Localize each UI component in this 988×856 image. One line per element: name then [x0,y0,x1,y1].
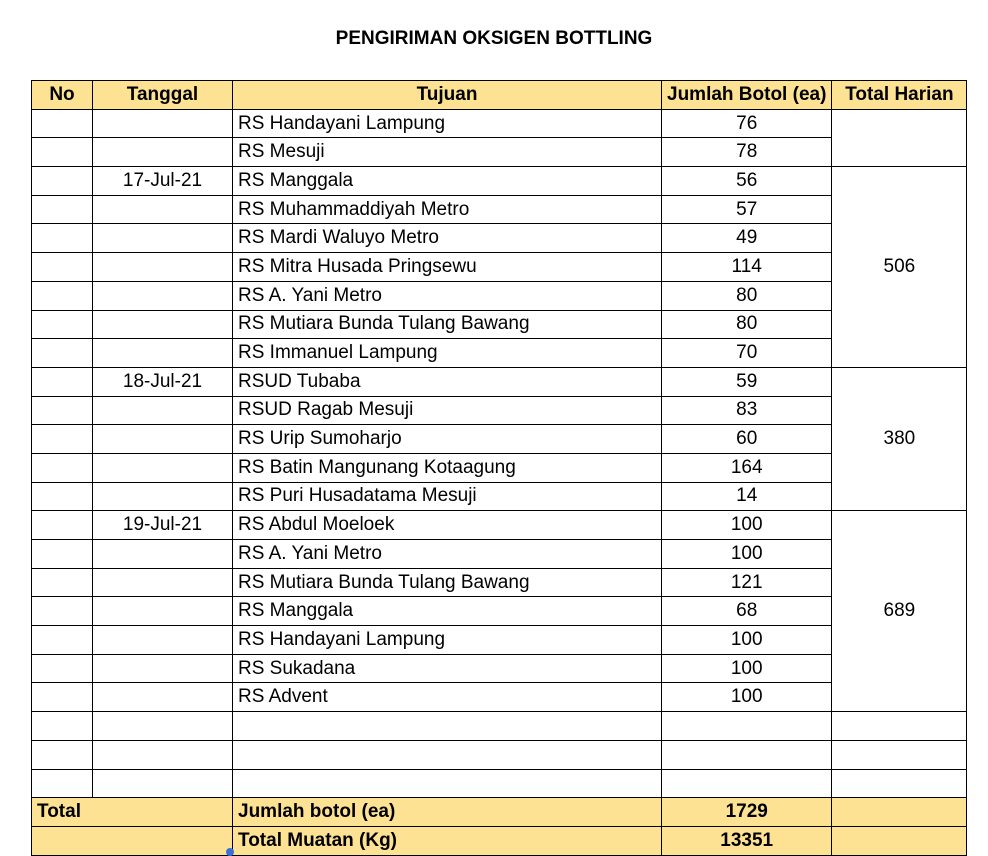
cell-jumlah[interactable]: 76 [662,109,832,138]
empty-row [32,712,967,741]
cell-jumlah[interactable]: 121 [662,568,832,597]
header-tanggal[interactable]: Tanggal [93,81,233,110]
cell-no[interactable] [32,654,93,683]
footer-blank-cell[interactable] [93,798,233,827]
cell-no[interactable] [32,597,93,626]
cell-no[interactable] [32,482,93,511]
footer-blank-cell[interactable] [832,798,967,827]
cell-tujuan[interactable]: RS Abdul Moeloek [233,511,662,540]
cell-jumlah[interactable]: 100 [662,511,832,540]
cell-tujuan[interactable]: RS Puri Husadatama Mesuji [233,482,662,511]
cell-total-harian[interactable]: 506 [832,167,967,368]
table-row [32,167,967,196]
cell-tujuan[interactable]: RS Handayani Lampung [233,109,662,138]
cell-tanggal[interactable] [93,109,233,138]
table-row [32,310,967,339]
cell-tanggal[interactable] [93,310,233,339]
table-row [32,453,967,482]
empty-cell[interactable] [93,769,233,798]
cell-no[interactable] [32,511,93,540]
cell-tujuan[interactable]: RS Mutiara Bunda Tulang Bawang [233,568,662,597]
header-row [32,81,967,110]
cell-no[interactable] [32,453,93,482]
cell-no[interactable] [32,568,93,597]
cell-tujuan[interactable]: RSUD Tubaba [233,367,662,396]
empty-cell[interactable] [233,740,662,769]
empty-cell[interactable] [32,769,93,798]
cell-tanggal[interactable] [93,654,233,683]
empty-cell[interactable] [662,740,832,769]
cell-tanggal[interactable] [93,568,233,597]
cell-tujuan[interactable]: RS Advent [233,683,662,712]
cell-no[interactable] [32,138,93,167]
cell-no[interactable] [32,195,93,224]
cell-jumlah[interactable]: 68 [662,597,832,626]
cell-jumlah[interactable]: 56 [662,167,832,196]
cell-tujuan[interactable]: RS Batin Mangunang Kotaagung [233,453,662,482]
footer-row-jumlah [32,798,967,827]
cell-no[interactable] [32,224,93,253]
cell-tanggal[interactable] [93,453,233,482]
cell-no[interactable] [32,167,93,196]
cell-tujuan[interactable]: RS Handayani Lampung [233,626,662,655]
footer-blank-cell[interactable] [32,826,233,855]
cell-tanggal[interactable] [93,425,233,454]
cell-tanggal[interactable]: 17-Jul-21 [93,167,233,196]
cell-jumlah[interactable]: 78 [662,138,832,167]
cell-jumlah[interactable]: 57 [662,195,832,224]
cell-no[interactable] [32,683,93,712]
table-row [32,367,967,396]
cell-tanggal[interactable]: 19-Jul-21 [93,511,233,540]
empty-cell[interactable] [32,740,93,769]
table-row [32,425,967,454]
cell-jumlah[interactable]: 49 [662,224,832,253]
cell-tujuan[interactable]: RS Mitra Husada Pringsewu [233,253,662,282]
empty-cell[interactable] [93,712,233,741]
empty-cell[interactable] [93,740,233,769]
jumlah-botol-value[interactable]: 1729 [662,798,832,827]
empty-cell[interactable] [662,769,832,798]
empty-cell[interactable] [832,740,967,769]
cell-tanggal[interactable] [93,138,233,167]
cell-total-harian[interactable]: 689 [832,511,967,712]
cell-tujuan[interactable]: RS Sukadana [233,654,662,683]
cell-tujuan[interactable]: RS Immanuel Lampung [233,339,662,368]
cell-no[interactable] [32,626,93,655]
table-row [32,597,967,626]
cell-jumlah[interactable]: 114 [662,253,832,282]
footer-blank-cell[interactable] [832,826,967,855]
cell-no[interactable] [32,281,93,310]
cell-no[interactable] [32,339,93,368]
cell-tanggal[interactable] [93,195,233,224]
cell-no[interactable] [32,310,93,339]
cell-tujuan[interactable]: RS Manggala [233,167,662,196]
header-no[interactable]: No [32,81,93,110]
table-row [32,683,967,712]
table-row [32,540,967,569]
cell-tujuan[interactable]: RS A. Yani Metro [233,540,662,569]
cell-jumlah[interactable]: 14 [662,482,832,511]
header-tujuan[interactable]: Tujuan [233,81,662,110]
table-row [32,654,967,683]
cell-tanggal[interactable] [93,597,233,626]
header-total-harian[interactable]: Total Harian [832,81,967,110]
cell-tujuan[interactable]: RS Mutiara Bunda Tulang Bawang [233,310,662,339]
cell-jumlah[interactable]: 80 [662,281,832,310]
cell-tujuan[interactable]: RS Manggala [233,597,662,626]
cell-jumlah[interactable]: 70 [662,339,832,368]
table-row [32,109,967,138]
jumlah-botol-label[interactable]: Jumlah botol (ea) [233,798,662,827]
empty-cell[interactable] [32,712,93,741]
empty-cell[interactable] [832,712,967,741]
cell-tujuan[interactable]: RS Muhammaddiyah Metro [233,195,662,224]
cell-tanggal[interactable] [93,396,233,425]
total-label[interactable]: Total [32,798,93,827]
table-body [32,109,967,798]
table-row [32,253,967,282]
footer-row-muatan [32,826,967,855]
table-row [32,195,967,224]
cell-jumlah[interactable]: 100 [662,683,832,712]
empty-cell[interactable] [233,769,662,798]
table-row [32,626,967,655]
shipment-table [31,80,967,856]
cell-no[interactable] [32,367,93,396]
table-row [32,281,967,310]
total-muatan-label[interactable]: Total Muatan (Kg) [233,826,662,855]
total-muatan-value[interactable]: 13351 [662,826,832,855]
table-row [32,138,967,167]
cell-tujuan[interactable]: RS Mardi Waluyo Metro [233,224,662,253]
cell-tanggal[interactable] [93,281,233,310]
header-jumlah[interactable]: Jumlah Botol (ea) [662,81,832,110]
cell-tujuan[interactable]: RS Mesuji [233,138,662,167]
cell-jumlah[interactable]: 59 [662,367,832,396]
cell-no[interactable] [32,425,93,454]
cell-tanggal[interactable] [93,482,233,511]
cell-tanggal[interactable] [93,540,233,569]
cell-jumlah[interactable]: 83 [662,396,832,425]
cell-tanggal[interactable] [93,253,233,282]
cell-jumlah[interactable]: 100 [662,626,832,655]
cell-no[interactable] [32,540,93,569]
cell-tanggal[interactable]: 18-Jul-21 [93,367,233,396]
cell-jumlah[interactable]: 164 [662,453,832,482]
cell-jumlah[interactable]: 80 [662,310,832,339]
table-row [32,339,967,368]
sheet-title: PENGIRIMAN OKSIGEN BOTTLING [335,28,653,49]
empty-cell[interactable] [832,769,967,798]
cell-no[interactable] [32,253,93,282]
table-row [32,396,967,425]
empty-row [32,769,967,798]
table-row [32,224,967,253]
cell-jumlah[interactable]: 60 [662,425,832,454]
cell-no[interactable] [32,396,93,425]
empty-cell[interactable] [662,712,832,741]
cell-tanggal[interactable] [93,626,233,655]
cell-tujuan[interactable]: RS Urip Sumoharjo [233,425,662,454]
empty-cell[interactable] [233,712,662,741]
cell-jumlah[interactable]: 100 [662,540,832,569]
table-row [32,482,967,511]
cell-total-harian[interactable]: 380 [832,367,967,510]
cell-tujuan[interactable]: RSUD Ragab Mesuji [233,396,662,425]
cell-tanggal[interactable] [93,683,233,712]
empty-row [32,740,967,769]
cell-no[interactable] [32,109,93,138]
cell-tujuan[interactable]: RS A. Yani Metro [233,281,662,310]
cell-tanggal[interactable] [93,224,233,253]
table-row [32,568,967,597]
cell-total-harian[interactable] [832,109,967,166]
table-row [32,511,967,540]
cell-tanggal[interactable] [93,339,233,368]
cell-jumlah[interactable]: 100 [662,654,832,683]
